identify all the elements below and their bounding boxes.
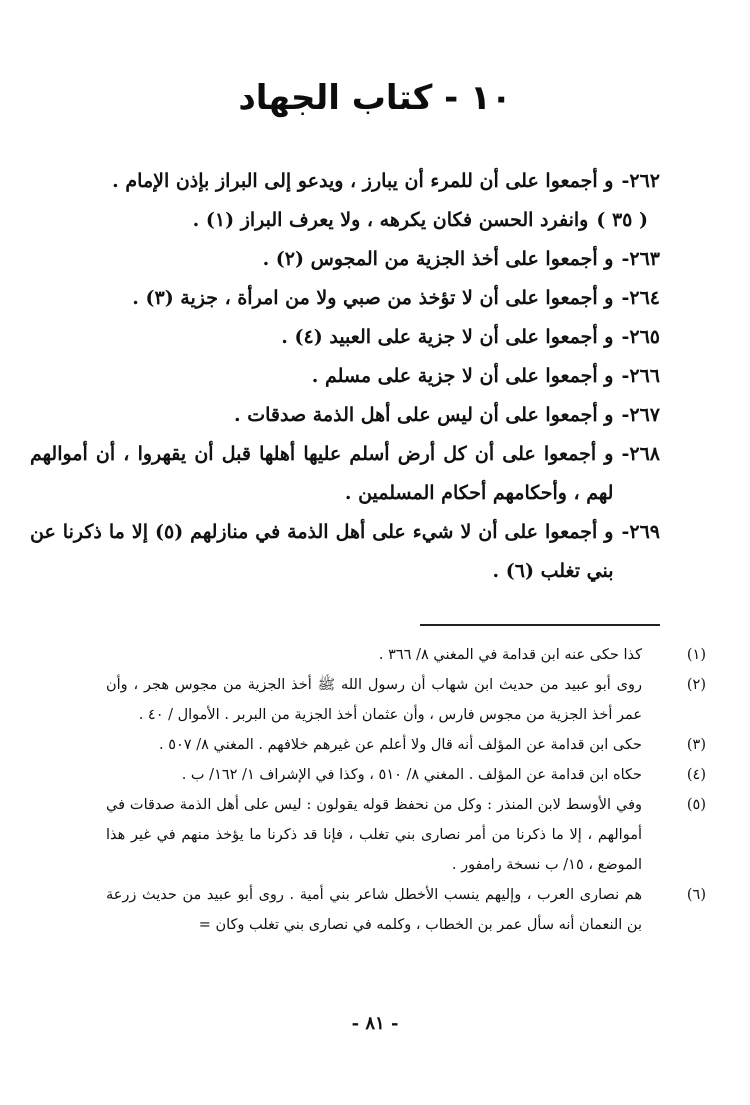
entry-text: و أجمعوا على أن كل أرض أسلم عليها أهلها قبل أن يقهروا ، أن أموالهم لهم ، وأحكامهم أحكام المسلمين . — [30, 443, 614, 504]
entry-number: ٢٦٣- — [621, 248, 660, 270]
footnote-text: وفي الأوسط لابن المنذر : وكل من نحفظ قوله يقولون : ليس على أهل الذمة صدقات في أموالهم ، إلا ما ذكرنا من أمر نصارى بني تغلب ، فإنا قد ذكرنا ما يؤخذ منهم في غير هذا الموضع ، ١٥/ ب نسخة رامفور . — [106, 797, 642, 873]
entry-number: ٢٦٢- — [621, 170, 660, 192]
entry-number: ٢٦٧- — [621, 404, 660, 426]
entry-text: و أجمعوا على أخذ الجزية من المجوس (٢) . — [262, 248, 614, 270]
entry-number: ٢٦٩- — [621, 521, 660, 543]
footnotes — [106, 640, 706, 940]
footnote-3 — [106, 730, 706, 760]
entry-266 — [30, 357, 660, 396]
entry-264 — [30, 279, 660, 318]
footnote-5 — [106, 790, 706, 880]
entry-262 — [30, 162, 660, 201]
footnote-text: روى أبو عبيد من حديث ابن شهاب أن رسول الله ﷺ أخذ الجزية من مجوس هجر ، وأن عمر أخذ الجزية من مجوس فارس ، وأن عثمان أخذ الجزية من البربر . الأموال / ٤٠ . — [106, 677, 642, 723]
footnote-number: (٤) — [686, 767, 706, 783]
footnote-number: (٣) — [686, 737, 706, 753]
entry-text: وانفرد الحسن فكان يكرهه ، ولا يعرف البراز (١) . — [192, 209, 589, 231]
entry-number: ٢٦٤- — [621, 287, 660, 309]
main-text — [30, 162, 660, 591]
entry-number: ٢٦٦- — [621, 365, 660, 387]
footnote-4 — [106, 760, 706, 790]
page-number: - ٨١ - — [351, 1013, 399, 1034]
footnote-number: (٦) — [686, 887, 706, 903]
entry-number: ٢٦٥- — [621, 326, 660, 348]
entry-265 — [30, 318, 660, 357]
entry-text: و أجمعوا على أن للمرء أن يبارز ، ويدعو إلى البراز بإذن الإمام . — [112, 170, 614, 192]
entry-text: و أجمعوا على أن لا جزية على العبيد (٤) . — [281, 326, 614, 348]
footnote-text: حكاه ابن قدامة عن المؤلف . المغني ٨/ ٥١٠ ، وكذا في الإشراف ١/ ١٦٢/ ب . — [181, 767, 642, 783]
footnote-6 — [106, 880, 706, 940]
footnote-number: (٥) — [686, 797, 706, 813]
footnote-2 — [106, 670, 706, 730]
footnote-divider — [420, 624, 660, 626]
entry-number: ( ٣٥ ) — [596, 209, 648, 231]
footnote-number: (٢) — [686, 677, 706, 693]
entry-text: و أجمعوا على أن ليس على أهل الذمة صدقات . — [234, 404, 614, 426]
entry-269 — [30, 513, 660, 591]
entry-number: ٢٦٨- — [621, 443, 660, 465]
chapter-title: ١٠ - كتاب الجهاد — [238, 78, 512, 118]
entry-text: و أجمعوا على أن لا جزية على مسلم . — [311, 365, 614, 387]
entry-267 — [30, 396, 660, 435]
footnote-text: هم نصارى العرب ، وإليهم ينسب الأخطل شاعر بني أمية . روى أبو عبيد من حديث زرعة بن النعمان أنه سأل عمر بن الخطاب ، وكلمه في نصارى بني تغلب وكان = — [106, 887, 642, 933]
footnote-number: (١) — [686, 647, 706, 663]
entry-263 — [30, 240, 660, 279]
footnote-text: كذا حكى عنه ابن قدامة في المغني ٨/ ٣٦٦ . — [378, 647, 642, 663]
entry-35 — [30, 201, 648, 240]
entry-268 — [30, 435, 660, 513]
footnote-1 — [106, 640, 706, 670]
footnote-text: حكى ابن قدامة عن المؤلف أنه قال ولا أعلم عن غيرهم خلافهم . المغني ٨/ ٥٠٧ . — [159, 737, 642, 753]
entry-text: و أجمعوا على أن لا شيء على أهل الذمة في منازلهم (٥) إلا ما ذكرنا عن بني تغلب (٦) . — [30, 521, 614, 582]
entry-text: و أجمعوا على أن لا تؤخذ من صبي ولا من امرأة ، جزية (٣) . — [132, 287, 614, 309]
